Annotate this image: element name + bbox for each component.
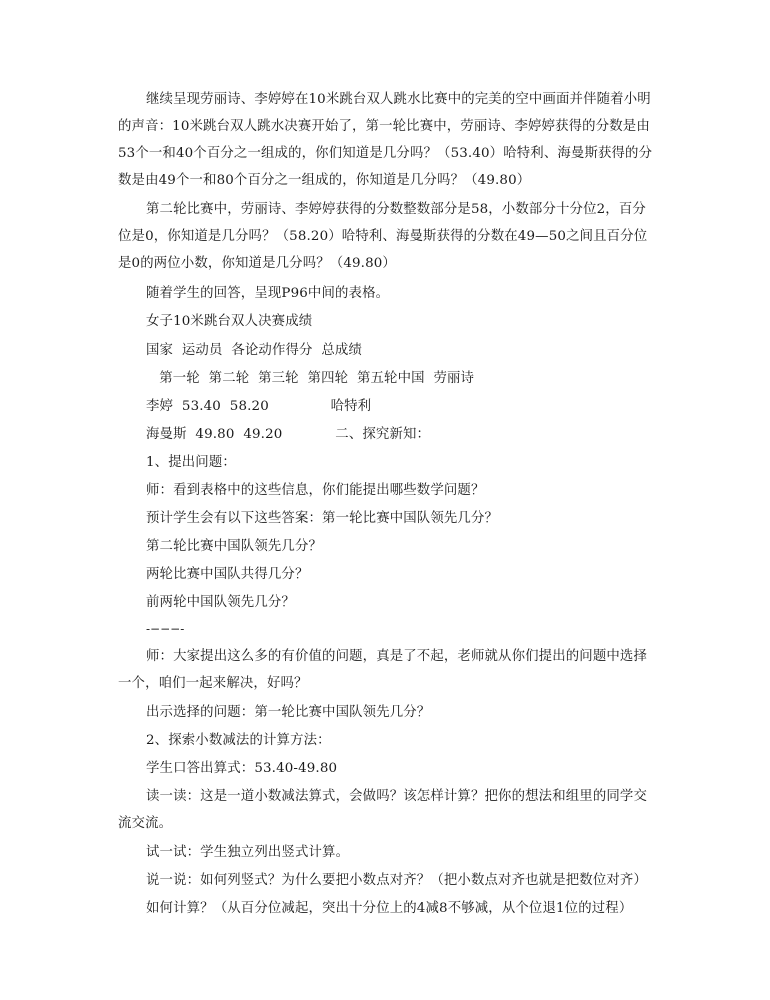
table-header-row: 国家 运动员 各论动作得分 总成绩 — [146, 343, 363, 358]
separator-dashes: -−−−- — [146, 622, 185, 636]
text-line: 说一说：如何列竖式？为什么要把小数点对齐？（把小数点对齐也就是把数位对齐） — [146, 873, 648, 888]
text-line: 第二轮比赛中国队领先几分？ — [146, 539, 323, 554]
table-row: 李婷 53.40 58.20 哈特利 — [146, 399, 372, 414]
text-line: 继续呈现劳丽诗、李婷婷在10米跳台双人跳水比赛中的完美的空中画面并伴随着小明 — [146, 92, 651, 107]
section-heading: 2、探索小数减法的计算方法： — [146, 733, 331, 748]
text-line: 前两轮中国队领先几分？ — [146, 595, 295, 610]
text-line: 读一读：这是一道小数减法算式，会做吗？该怎样计算？把你的想法和组里的同学交 — [146, 789, 648, 804]
table-subheader-row: 第一轮 第二轮 第三轮 第四轮 第五轮中国 劳丽诗 — [146, 371, 475, 386]
text-line: 师：大家提出这么多的有价值的问题，真是了不起，老师就从你们提出的问题中选择 — [146, 649, 648, 664]
text-line: 预计学生会有以下这些答案：第一轮比赛中国队领先几分？ — [146, 511, 499, 526]
text-line: 随着学生的回答，呈现P96中间的表格。 — [146, 286, 390, 301]
text-line: 流交流。 — [118, 816, 173, 831]
text-line: 的声音：10米跳台双人跳水决赛开始了，第一轮比赛中，劳丽诗、李婷婷获得的分数是由 — [118, 119, 650, 134]
text-line: 位是0，你知道是几分吗？（58.20）哈特利、海曼斯获得的分数在49—50之间且百分位 — [118, 229, 648, 244]
text-line: 师：看到表格中的这些信息，你们能提出哪些数学问题？ — [146, 483, 485, 498]
text-line: 两轮比赛中国队共得几分？ — [146, 567, 309, 582]
text-line: 数是由49个一和80个百分之一组成的，你知道是几分吗？（49.80） — [118, 173, 531, 188]
table-row: 海曼斯 49.80 49.20 二、探究新知： — [146, 427, 431, 442]
text-line: 出示选择的问题：第一轮比赛中国队领先几分？ — [146, 705, 431, 720]
text-line: 53个一和40个百分之一组成的，你们知道是几分吗？（53.40）哈特利、海曼斯获得的分 — [118, 146, 653, 161]
text-line: 一个，咱们一起来解决，好吗？ — [118, 676, 308, 691]
text-line: 第二轮比赛中，劳丽诗、李婷婷获得的分数整数部分是58，小数部分十分位2，百分 — [146, 202, 646, 217]
text-line: 是0的两位小数，你知道是几分吗？（49.80） — [118, 256, 396, 271]
table-title: 女子10米跳台双人决赛成绩 — [146, 314, 313, 329]
text-line: 学生口答出算式：53.40-49.80 — [146, 761, 338, 776]
text-line: 试一试：学生独立列出竖式计算。 — [146, 845, 350, 860]
text-line: 如何计算？（从百分位减起，突出十分位上的4减8不够减，从个位退1位的过程） — [146, 901, 633, 916]
section-heading: 1、提出问题： — [146, 455, 236, 470]
